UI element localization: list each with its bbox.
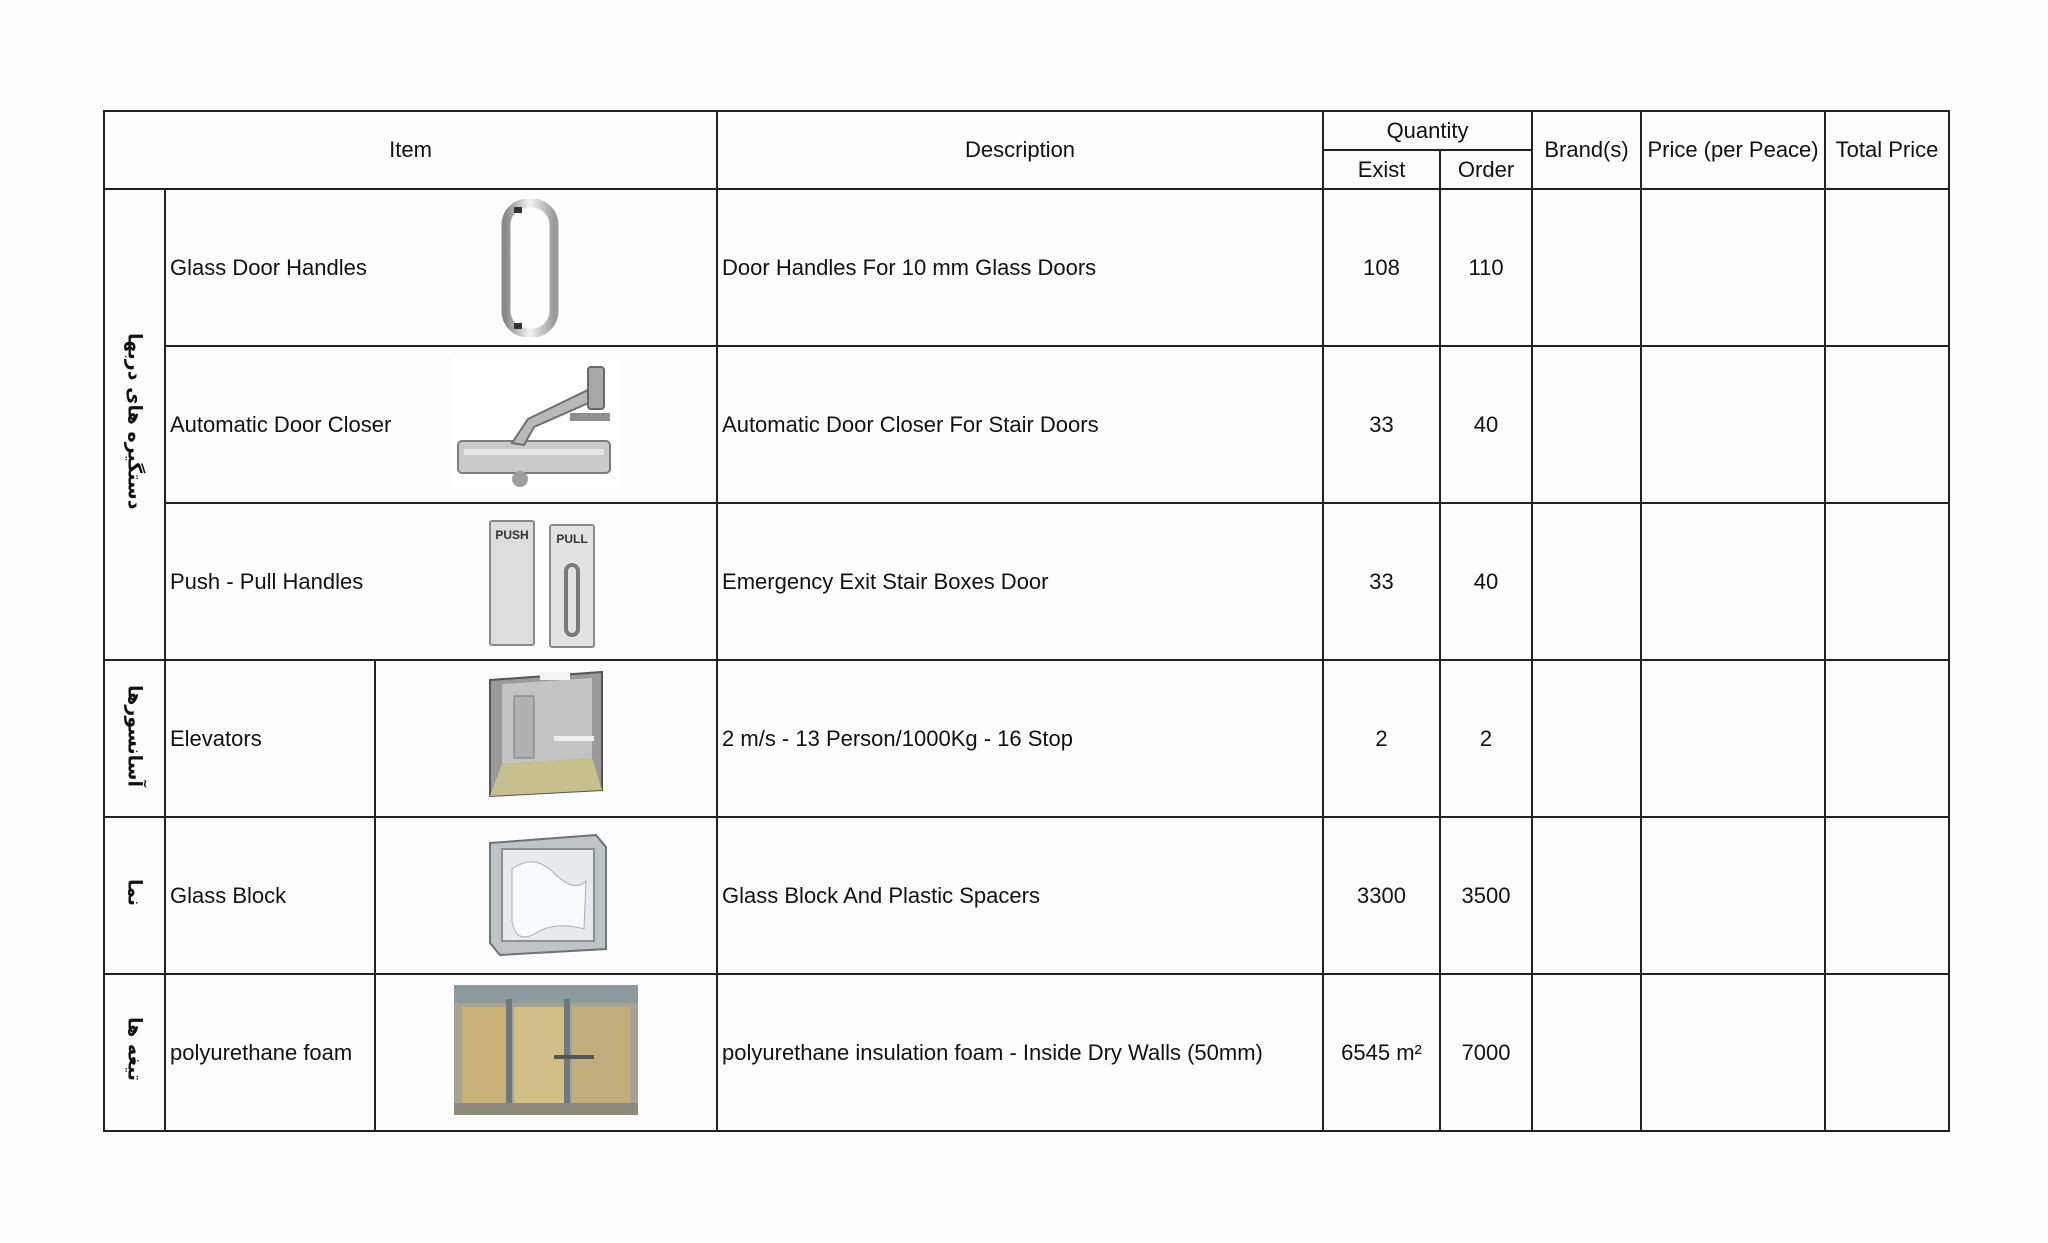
item-name: Glass Door Handles — [170, 254, 367, 280]
item-cell — [165, 189, 717, 346]
table-row — [104, 817, 1949, 974]
quantity-header: Quantity — [1323, 111, 1532, 150]
total-cell — [1825, 817, 1949, 974]
item-cell — [165, 503, 717, 660]
price-cell — [1641, 189, 1825, 346]
exist-cell: 108 — [1323, 189, 1440, 346]
exist-header: Exist — [1323, 150, 1440, 189]
price-cell — [1641, 660, 1825, 817]
total-cell — [1825, 974, 1949, 1131]
price-cell — [1641, 974, 1825, 1131]
brand-cell — [1532, 346, 1641, 503]
description-cell: 2 m/s - 13 Person/1000Kg - 16 Stop — [717, 660, 1323, 817]
items-table — [103, 110, 1950, 1132]
table-row — [104, 503, 1949, 660]
item-cell — [165, 346, 717, 503]
description-cell: Emergency Exit Stair Boxes Door — [717, 503, 1323, 660]
category-label: نما — [123, 878, 146, 906]
table-row — [104, 974, 1949, 1131]
insulation-foam-icon — [454, 985, 638, 1115]
item-name: Glass Block — [165, 817, 375, 974]
glass-door-handle-icon — [500, 199, 560, 337]
item-header: Item — [104, 111, 717, 189]
order-cell: 40 — [1440, 503, 1532, 660]
category-label: دستگیره های دربها — [123, 333, 146, 510]
total-cell — [1825, 189, 1949, 346]
category-elevators — [104, 660, 165, 817]
item-name: Push - Pull Handles — [170, 568, 364, 594]
category-label: تیغه ها — [123, 1017, 146, 1082]
brand-cell — [1532, 817, 1641, 974]
price-header: Price (per Peace) — [1641, 111, 1825, 189]
exist-cell: 33 — [1323, 503, 1440, 660]
price-cell — [1641, 346, 1825, 503]
description-cell: polyurethane insulation foam - Inside Dry Walls (50mm) — [717, 974, 1323, 1131]
description-cell: Automatic Door Closer For Stair Doors — [717, 346, 1323, 503]
order-cell: 7000 — [1440, 974, 1532, 1131]
total-cell — [1825, 660, 1949, 817]
push-pull-plates-icon — [482, 515, 598, 649]
elevator-cabin-icon — [484, 666, 608, 806]
total-cell — [1825, 346, 1949, 503]
brands-header: Brand(s) — [1532, 111, 1641, 189]
category-facade — [104, 817, 165, 974]
brand-cell — [1532, 660, 1641, 817]
item-name: Elevators — [165, 660, 375, 817]
order-cell: 3500 — [1440, 817, 1532, 974]
brand-cell — [1532, 503, 1641, 660]
pull-label: PULL — [556, 531, 588, 546]
order-header: Order — [1440, 150, 1532, 189]
push-label: PUSH — [495, 527, 529, 542]
exist-cell: 33 — [1323, 346, 1440, 503]
item-name: polyurethane foam — [165, 974, 375, 1131]
order-cell: 40 — [1440, 346, 1532, 503]
category-door-handles — [104, 189, 165, 660]
description-header: Description — [717, 111, 1323, 189]
table-row — [104, 660, 1949, 817]
category-partitions — [104, 974, 165, 1131]
exist-cell: 2 — [1323, 660, 1440, 817]
item-name: Automatic Door Closer — [170, 411, 392, 437]
category-label: آسانسورها — [123, 684, 146, 787]
brand-cell — [1532, 974, 1641, 1131]
total-cell — [1825, 503, 1949, 660]
header-row — [104, 111, 1949, 150]
description-cell: Glass Block And Plastic Spacers — [717, 817, 1323, 974]
item-image-cell — [375, 974, 717, 1131]
order-cell: 2 — [1440, 660, 1532, 817]
exist-cell: 3300 — [1323, 817, 1440, 974]
total-price-header: Total Price — [1825, 111, 1949, 189]
table-row — [104, 346, 1949, 503]
description-cell: Door Handles For 10 mm Glass Doors — [717, 189, 1323, 346]
exist-cell: 6545 m² — [1323, 974, 1440, 1131]
item-image-cell — [375, 660, 717, 817]
price-cell — [1641, 503, 1825, 660]
order-cell: 110 — [1440, 189, 1532, 346]
door-closer-icon — [454, 357, 620, 493]
table-row — [104, 189, 1949, 346]
glass-block-icon — [484, 829, 608, 957]
price-cell — [1641, 817, 1825, 974]
item-image-cell — [375, 817, 717, 974]
brand-cell — [1532, 189, 1641, 346]
